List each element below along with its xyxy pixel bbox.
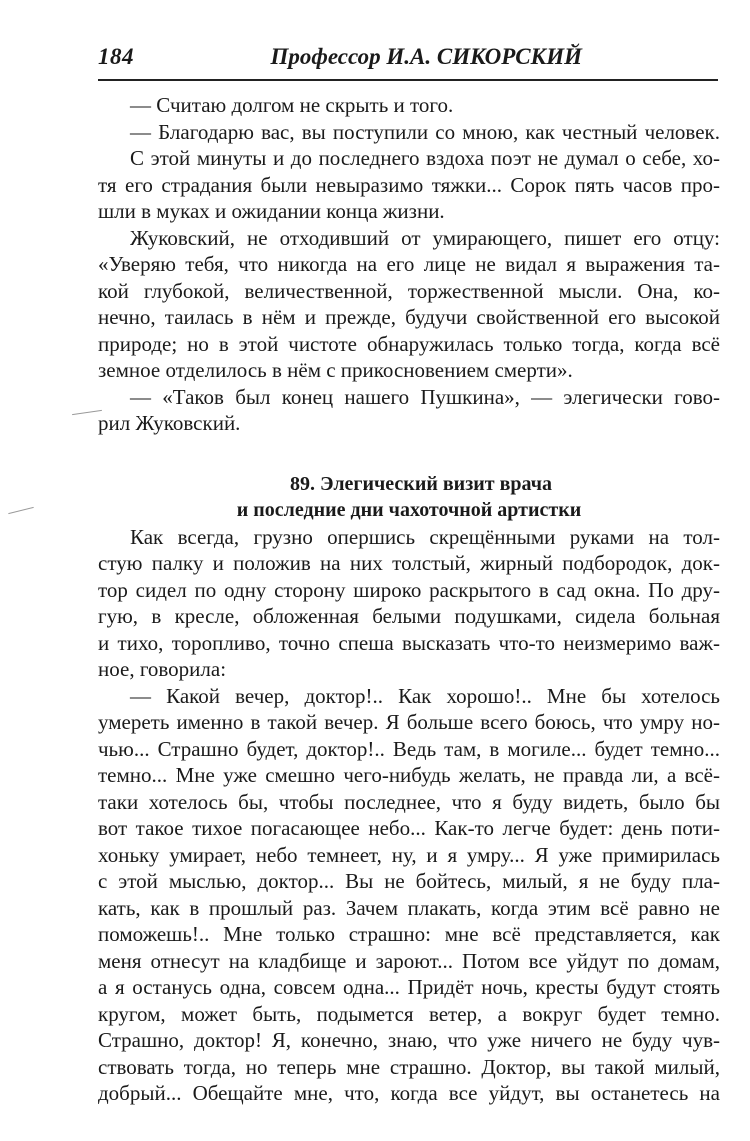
text-line: ствовать тогда, но теперь мне страшно. Доктор, вы такой милый, [98,1054,720,1079]
text-line: кругом, может быть, подымется ветер, а вокруг будет темно. [98,1001,720,1026]
running-head: Профессор И.А. СИКОРСКИЙ [270,44,582,69]
text-line: стую палку и положив на них толстый, жирный подбородок, док- [98,551,720,575]
text-line: Страшно, доктор! Я, конечно, знаю, что уже ничего не буду чув- [98,1028,720,1052]
text-line: земное отделилось в нём с прикосновением смерти». [98,358,573,382]
text-line: ное, говорила: [98,657,227,681]
text-line: Как всегда, грузно опершись скрещёнными руками на тол- [130,524,720,549]
text-line: вот такое тихое погасающее небо... Как-то легче будет: день поти- [98,816,720,840]
section-gap [98,437,720,471]
page-text [98,92,720,1107]
text-line: — Благодарю вас, вы поступили со мною, как честный человек. [130,119,720,144]
text-line: добрый... Обещайте мне, что, когда все уйдут, вы останетесь на [98,1081,720,1105]
text-line: — Считаю долгом не скрыть и того. [130,93,454,117]
text-line: таки хотелось бы, чтобы последнее, что я буду видеть, было бы [98,789,720,814]
text-line: кать, как в прошлый раз. Зачем плакать, когда этим всё равно не [98,895,720,920]
text-line: гую, в кресле, обложенная белыми подушками, сидела больная [98,604,720,628]
text-line: шли в муках и ожидании конца жизни. [98,199,445,223]
text-line: а я останусь одна, совсем одна... Придёт ночь, кресты будут стоять [98,975,720,999]
text-line: — «Таков был конец нашего Пушкина», — элегически гово- [130,384,720,409]
page-number: 184 [98,44,134,69]
text-line: хоньку умирает, небо темнеет, ну, и я умру... Я уже примирилась [98,842,720,867]
text-line: кой глубокой, величественной, торжественной мысли. Она, ко- [98,278,720,303]
text-line: умереть именно в такой вечер. Я больше всего боюсь, что умру но- [98,710,720,734]
text-line: меня отнесут на кладбище и зароют... Потом все уйдут по домам, [98,948,720,973]
page-header [98,44,720,80]
text-line: «Уверяю тебя, что никогда на его лице не видал я выражения та- [98,252,720,276]
text-line: поможешь!.. Мне только страшно: мне всё представляется, как [98,922,720,946]
text-line: Жуковский, не отходивший от умирающего, пишет его отцу: [130,225,720,250]
text-line: с этой мыслью, доктор... Вы не бойтесь, милый, я не буду пла- [98,869,720,893]
text-line: рил Жуковский. [98,411,241,435]
text-line: темно... Мне уже смешно чего-нибудь желать, не правда ли, а всё- [98,763,720,787]
text-line: — Какой вечер, доктор!.. Как хорошо!.. Мне бы хотелось [130,683,720,708]
text-line: С этой минуты и до последнего вздоха поэт не думал о себе, хо- [130,146,720,170]
header-rule [98,79,718,81]
scan-artifact [8,507,33,514]
text-line: и тихо, торопливо, точно спеша высказать что-то неизмеримо важ- [98,630,720,655]
section-heading: 89. Элегический визит врача [290,472,552,495]
text-line: тя его страдания были невыразимо тяжки... Сорок пять часов про- [98,172,720,197]
text-line: чью... Страшно будет, доктор!.. Ведь там, в могиле... будет темно... [98,736,720,761]
section-heading: и последние дни чахоточной артистки [236,499,582,521]
text-line: тор сидел по одну сторону широко раскрытого в сад окна. По дру- [98,577,720,602]
text-line: природе; но в этой чистоте обнаружилась только тогда, когда всё [98,331,720,356]
text-line: нечно, таилась в нём и прежде, будучи свойственной его высокой [98,305,720,329]
